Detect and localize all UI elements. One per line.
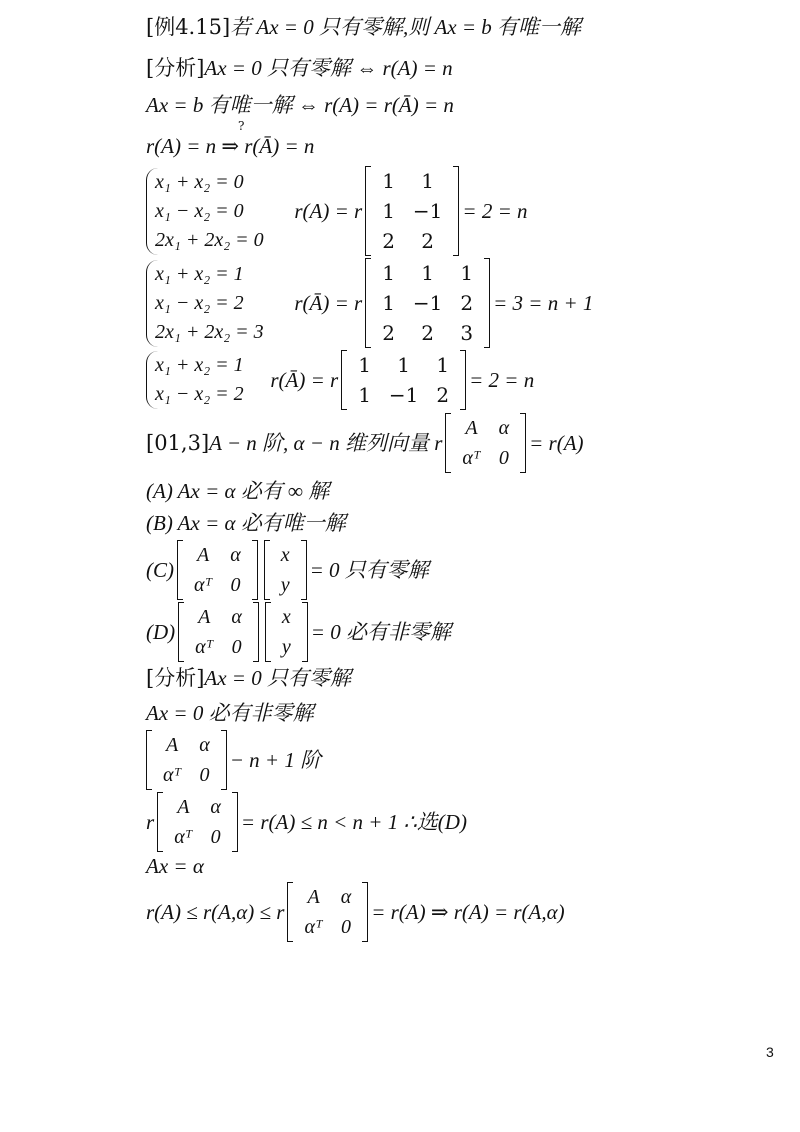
option-d: (D) A α αᵀ 0 x y = 0 必有非零解: [146, 602, 451, 662]
analysis1-line1: [分析]Ax = 0 只有零解 ⇔ r(A) = n: [146, 56, 453, 80]
analysis2-line5: Ax = α: [146, 854, 204, 878]
problem-tag: [01,3]: [146, 431, 210, 455]
analysis-tag: [分析]: [146, 666, 205, 690]
option-b: (B) Ax = α 必有唯一解: [146, 511, 346, 535]
option-c: (C) A α αᵀ 0 x y = 0 只有零解: [146, 540, 429, 600]
question-mark: ?: [238, 119, 245, 133]
analysis1-line3: r(A) = n ⇒ r(Ā) = n: [146, 134, 315, 158]
problem-statement: [01,3]A − n 阶, α − n 维列向量 r A α αᵀ 0 = r(A): [146, 413, 584, 473]
final-line: r(A) ≤ r(A,α) ≤ r A α αᵀ 0 = r(A) ⇒ r(A) = r(A,α): [146, 882, 565, 942]
system3-equations: x₁ + x₂ = 1 x₁ − x₂ = 2: [146, 351, 244, 409]
system1-matrix: 1 1 1 −1 2 2: [365, 166, 459, 256]
example-heading: [146, 14, 581, 40]
option-a: (A) Ax = α 必有 ∞ 解: [146, 479, 330, 503]
page-number: 3: [766, 1044, 774, 1060]
analysis-tag: [分析]: [146, 56, 205, 80]
system3-block: x₁ + x₂ = 1 x₁ − x₂ = 2 r(Ā) = r 1 1 1 1 −1 2 = 2 = n: [146, 350, 534, 410]
system1-equations: x₁ + x₂ = 0 x₁ − x₂ = 0 2x₁ + 2x₂ = 0: [146, 168, 264, 255]
analysis1-line2: Ax = b 有唯一解 ⇔ r(A) = r(Ā) = n: [146, 93, 454, 117]
system2-block: x₁ + x₂ = 1 x₁ − x₂ = 2 2x₁ + 2x₂ = 3 r(Ā) = r 1 1 1 1 −1 2 2 2 3 = 3 = n + 1: [146, 258, 593, 348]
block-matrix-line: A α αᵀ 0 − n + 1 阶: [146, 730, 321, 790]
rank-inequality-line: r A α αᵀ 0 = r(A) ≤ n < n + 1 ∴选(D): [146, 792, 467, 852]
system1-block: x₁ + x₂ = 0 x₁ − x₂ = 0 2x₁ + 2x₂ = 0 r(A) = r 1 1 1 −1 2 2 = 2 = n: [146, 166, 528, 256]
system3-matrix: 1 1 1 1 −1 2: [341, 350, 466, 410]
analysis2-line2: Ax = 0 必有非零解: [146, 701, 314, 725]
system2-matrix: 1 1 1 1 −1 2 2 2 3: [365, 258, 490, 348]
system2-equations: x₁ + x₂ = 1 x₁ − x₂ = 2 2x₁ + 2x₂ = 3: [146, 260, 264, 347]
analysis2-line1: [分析]Ax = 0 只有零解: [146, 666, 351, 690]
example-tag: [例4.15]: [146, 15, 231, 39]
problem-matrix: A α αᵀ 0: [445, 413, 526, 473]
example-question: 若 Ax = 0 只有零解,则 Ax = b 有唯一解: [230, 15, 582, 39]
